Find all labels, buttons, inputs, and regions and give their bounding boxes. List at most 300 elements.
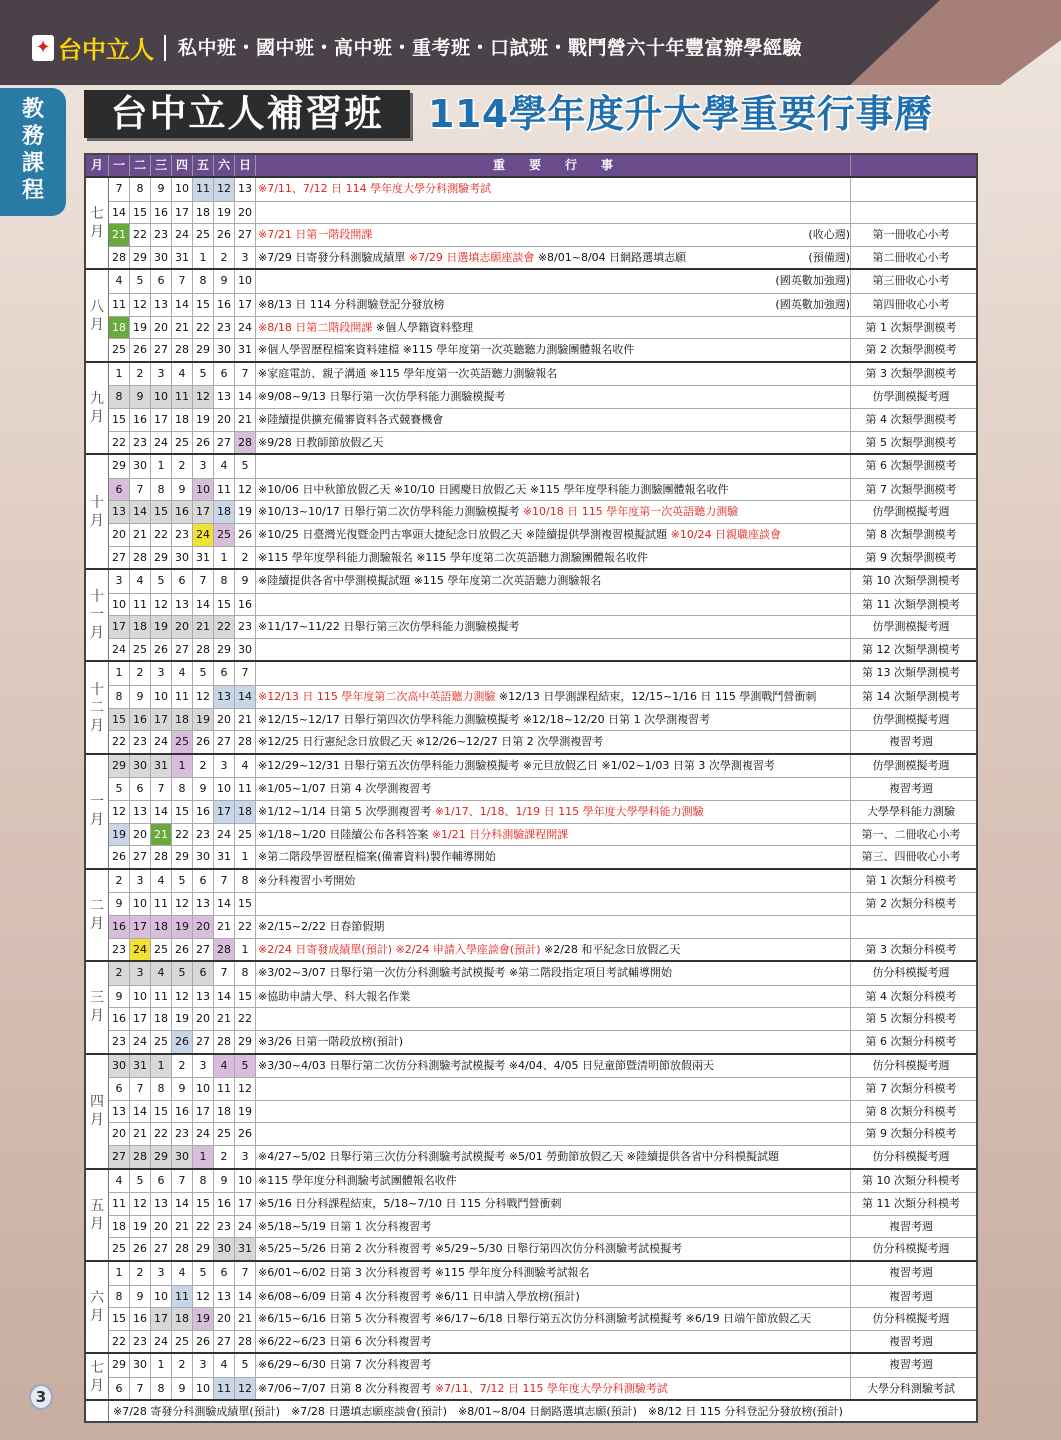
day-cell: 13: [193, 893, 214, 915]
month-char: 一: [90, 794, 104, 811]
day-cell: 3: [193, 455, 214, 478]
day-cell: 16: [214, 1193, 235, 1215]
month-label: [86, 1055, 109, 1168]
event-cell: [256, 178, 851, 201]
day-cell: 7: [214, 962, 235, 985]
table-header: [86, 155, 976, 176]
day-cell: 4: [214, 1354, 235, 1377]
day-cell: 10: [193, 479, 214, 501]
day-cell: 12: [193, 1286, 214, 1308]
exam-note: 第三冊收心小考: [872, 274, 950, 288]
event-text: [258, 1354, 431, 1377]
event-cell: [256, 1008, 851, 1030]
event-cell: [256, 939, 851, 961]
footer-note: ※7/28 寄發分科測驗成績單(預計) ※7/28 日選填志願座談會(預計) ※8/01~8/04 日網路選填志願(預計) ※8/12 日 115 分科登記分發放榜(預計): [113, 1405, 843, 1419]
event-item: ※5/25~5/26 日第 2 次分科複習考 ※5/29~5/30 日舉行第四次仿分科測驗考試模擬考: [258, 1242, 683, 1256]
day-cell: 10: [151, 686, 172, 708]
exam-note: 第 7 次類學測模考: [865, 482, 957, 496]
day-cell: 27: [193, 1031, 214, 1053]
day-cell: 28: [235, 731, 256, 753]
day-cell: 30: [235, 639, 256, 661]
exam-note: 複習考週: [889, 735, 933, 749]
day-cell: 28: [235, 1331, 256, 1353]
day-cell: 18: [214, 1101, 235, 1123]
event-item: ※陸續提供各省中學測模擬試題 ※115 學年度第二次英語聽力測驗報名: [258, 574, 602, 588]
event-highlight: ※7/21 日第一階段開課: [258, 228, 373, 242]
week-rows: [109, 178, 976, 268]
month-char: 月: [90, 812, 104, 829]
day-cell: 17: [130, 916, 151, 938]
event-cell: [256, 1146, 851, 1168]
day-cell: 19: [193, 709, 214, 731]
day-cell: 7: [109, 178, 130, 201]
week-row: [109, 201, 976, 224]
week-row: [109, 1077, 976, 1100]
event-text: [258, 870, 355, 893]
day-cell: 27: [235, 224, 256, 246]
day-cell: 14: [214, 986, 235, 1008]
day-cell: 11: [214, 1078, 235, 1100]
event-cell: [256, 916, 851, 938]
exam-note: 第 11 次類學測模考: [862, 597, 960, 611]
month-char: 月: [90, 916, 104, 932]
day-cell: 10: [235, 1170, 256, 1193]
day-cell: 31: [172, 247, 193, 269]
day-cell: 12: [130, 1193, 151, 1215]
month-char: 七: [90, 206, 104, 223]
day-cell: 20: [214, 1308, 235, 1330]
exam-note: 第 11 次類分科模考: [862, 1197, 960, 1211]
day-cell: 18: [172, 1308, 193, 1330]
day-cell: 14: [235, 686, 256, 708]
event-cell: [256, 709, 851, 731]
day-cell: 26: [172, 1031, 193, 1053]
day-cell: 26: [109, 846, 130, 868]
day-cell: 19: [172, 1008, 193, 1030]
day-cell: 20: [214, 709, 235, 731]
day-cell: 15: [109, 1308, 130, 1330]
day-cell: 20: [151, 1216, 172, 1238]
month-block: [86, 660, 976, 752]
day-cell: 20: [109, 1123, 130, 1145]
day-cell: 20: [193, 1008, 214, 1030]
exam-note: 第 8 次類分科模考: [865, 1104, 957, 1118]
event-cell: [256, 824, 851, 846]
day-cell: 25: [109, 1238, 130, 1260]
day-cell: 16: [130, 409, 151, 431]
slogan: 私中班・國中班・高中班・重考班・口試班・戰鬥營六十年豐富辦學經驗: [178, 37, 803, 59]
week-label: (收心週): [808, 228, 850, 242]
day-cell: 25: [151, 939, 172, 961]
day-cell: 13: [151, 294, 172, 316]
day-cell: 14: [235, 386, 256, 408]
week-row: [109, 755, 976, 778]
day-cell: 8: [151, 1378, 172, 1400]
week-row: [109, 685, 976, 708]
day-cell: 4: [130, 570, 151, 593]
week-rows: [109, 1170, 976, 1260]
event-item: ※6/29~6/30 日第 7 次分科複習考: [258, 1358, 432, 1372]
event-text: [258, 1331, 431, 1353]
day-cell: 22: [172, 824, 193, 846]
month-label: [86, 570, 109, 660]
day-cell: 2: [214, 1146, 235, 1168]
day-cell: 24: [151, 432, 172, 454]
event-item: ※11/17~11/22 日舉行第三次仿學科能力測驗模擬考: [258, 620, 520, 634]
day-cell: 5: [235, 455, 256, 478]
day-cell: 22: [109, 1331, 130, 1353]
month-block: [86, 568, 976, 660]
month-char: 月: [90, 224, 104, 241]
day-cell: 16: [235, 594, 256, 616]
day-cell: 7: [235, 662, 256, 685]
week-row: [109, 455, 976, 478]
event-item: ※5/18~5/19 日第 1 次分科複習考: [258, 1219, 432, 1233]
event-text: [258, 479, 729, 501]
day-cell: 21: [172, 317, 193, 339]
day-cell: 19: [193, 1308, 214, 1330]
event-text: [258, 501, 738, 523]
exam-note: 仿分科模擬考週: [872, 1242, 950, 1256]
day-cell: 12: [193, 386, 214, 408]
day-cell: 26: [214, 224, 235, 246]
event-cell: [256, 662, 851, 685]
col-header-month: 月: [86, 155, 109, 176]
day-cell: 23: [193, 824, 214, 846]
day-cell: 10: [109, 594, 130, 616]
day-cell: 13: [130, 801, 151, 823]
day-cell: 18: [235, 801, 256, 823]
week-row: [109, 270, 976, 293]
day-cell: 5: [193, 363, 214, 386]
exam-note: 大學學科能力測驗: [867, 805, 955, 819]
day-cell: 9: [214, 270, 235, 293]
day-cell: 11: [172, 686, 193, 708]
day-cell: 28: [214, 1031, 235, 1053]
day-cell: 11: [151, 986, 172, 1008]
month-char: 十: [90, 589, 104, 606]
event-item: ※6/01~6/02 日第 3 次分科複習考 ※115 學年度分科測驗考試報名: [258, 1265, 590, 1279]
logo-divider: [164, 35, 166, 61]
day-cell: 22: [151, 524, 172, 546]
day-cell: 10: [172, 178, 193, 201]
week-rows: [109, 363, 976, 453]
day-cell: 27: [109, 547, 130, 569]
day-cell: 14: [151, 801, 172, 823]
exam-note: 仿分科模擬考週: [872, 966, 950, 980]
day-cell: 1: [109, 363, 130, 386]
event-text: [258, 939, 680, 961]
day-cell: 9: [172, 1378, 193, 1400]
week-row: [109, 938, 976, 961]
day-cell: 1: [214, 547, 235, 569]
exam-note: 複習考週: [889, 1334, 933, 1348]
exam-note: 第 1 次類分科模考: [865, 873, 957, 887]
day-cell: 11: [151, 893, 172, 915]
week-row: [109, 1122, 976, 1145]
day-cell: 21: [214, 1008, 235, 1030]
calendar-table: [84, 153, 978, 1423]
day-cell: 29: [151, 1146, 172, 1168]
event-highlight: ※1/21 日分科測驗課程開課: [431, 827, 569, 841]
day-cell: 2: [130, 1262, 151, 1285]
event-item: ※12/15~12/17 日舉行第四次仿學科能力測驗模擬考 ※12/18~12/20 日第 1 次學測複習考: [258, 712, 711, 726]
col-header-sun: 日: [235, 155, 256, 176]
day-cell: 14: [172, 1193, 193, 1215]
day-cell: 19: [130, 317, 151, 339]
week-row: [109, 638, 976, 661]
col-header-events: 重 要 行 事: [256, 155, 851, 176]
day-cell: 7: [193, 570, 214, 593]
day-cell: 22: [235, 916, 256, 938]
week-rows: [109, 1055, 976, 1168]
day-cell: 15: [214, 594, 235, 616]
event-highlight: ※10/24 日親職座談會: [670, 527, 782, 541]
day-cell: 23: [214, 317, 235, 339]
day-cell: 26: [193, 1331, 214, 1353]
exam-note: 仿分科模擬考週: [872, 1149, 950, 1163]
event-cell: [256, 801, 851, 823]
month-block: [86, 1260, 976, 1352]
exam-note: 複習考週: [889, 1219, 933, 1233]
exam-note: 第 3 次類學測模考: [865, 366, 957, 380]
day-cell: 5: [109, 778, 130, 800]
day-cell: 22: [151, 1123, 172, 1145]
day-cell: 29: [109, 455, 130, 478]
month-label: [86, 1354, 109, 1399]
day-cell: 16: [214, 294, 235, 316]
day-cell: 1: [193, 1146, 214, 1168]
event-cell: [256, 247, 851, 269]
week-row: [109, 363, 976, 386]
day-cell: 26: [130, 1238, 151, 1260]
month-label: [86, 178, 109, 268]
month-char: 三: [90, 990, 104, 1007]
day-cell: 30: [172, 547, 193, 569]
week-row: [109, 662, 976, 685]
event-item: ※家庭電訪、親子溝通 ※115 學年度第一次英語聽力測驗報名: [258, 366, 558, 380]
exam-note: 複習考週: [889, 782, 933, 796]
day-cell: 9: [130, 1286, 151, 1308]
event-text: [258, 317, 473, 339]
exam-note: 第 5 次類分科模考: [865, 1012, 957, 1026]
event-cell: [256, 1238, 851, 1260]
day-cell: 12: [172, 986, 193, 1008]
event-cell: [256, 224, 851, 246]
month-block: [86, 1352, 976, 1399]
day-cell: 27: [109, 1146, 130, 1168]
day-cell: 31: [214, 846, 235, 868]
day-cell: 26: [172, 939, 193, 961]
day-cell: 17: [151, 709, 172, 731]
day-cell: 12: [172, 893, 193, 915]
day-cell: 16: [130, 709, 151, 731]
day-cell: 17: [151, 1308, 172, 1330]
event-item: ※2/28 和平紀念日放假乙天: [544, 942, 681, 956]
day-cell: 19: [151, 616, 172, 638]
day-cell: 23: [130, 1331, 151, 1353]
event-item: ※協助申請大學、科大報名作業: [258, 989, 411, 1003]
day-cell: 20: [193, 916, 214, 938]
exam-note: [851, 916, 971, 938]
week-row: [109, 570, 976, 593]
day-cell: 7: [130, 1378, 151, 1400]
exam-note: 複習考週: [889, 1289, 933, 1303]
event-item: ※7/06~7/07 日第 8 次分科複習考: [258, 1381, 435, 1395]
month-block: [86, 1053, 976, 1168]
day-cell: 23: [130, 731, 151, 753]
day-cell: 26: [235, 1123, 256, 1145]
event-text: [258, 778, 431, 800]
event-text: [258, 755, 775, 778]
day-cell: 19: [214, 202, 235, 224]
month-char: 月: [90, 1308, 104, 1325]
day-cell: 2: [235, 547, 256, 569]
day-cell: 22: [235, 1008, 256, 1030]
month-char: 月: [90, 408, 104, 425]
day-cell: 4: [151, 870, 172, 893]
event-item: ※3/26 日第一階段放榜(預計): [258, 1034, 403, 1048]
event-cell: [256, 986, 851, 1008]
day-cell: 17: [193, 1101, 214, 1123]
exam-note: [851, 202, 971, 224]
day-cell: 17: [235, 294, 256, 316]
day-cell: 15: [193, 1193, 214, 1215]
day-cell: 3: [109, 570, 130, 593]
day-cell: 2: [214, 247, 235, 269]
day-cell: 23: [109, 939, 130, 961]
day-cell: 8: [193, 1170, 214, 1193]
event-cell: [256, 1286, 851, 1308]
day-cell: 18: [151, 916, 172, 938]
day-cell: 20: [214, 409, 235, 431]
event-text: [258, 846, 496, 868]
day-cell: 28: [151, 846, 172, 868]
exam-note: 第四冊收心小考: [872, 297, 950, 311]
day-cell: 21: [130, 1123, 151, 1145]
event-cell: [256, 1331, 851, 1353]
event-cell: [256, 455, 851, 478]
week-row: [109, 316, 976, 339]
day-cell: 13: [214, 386, 235, 408]
day-cell: 4: [109, 1170, 130, 1193]
day-cell: 10: [151, 386, 172, 408]
month-block: [86, 453, 976, 568]
event-cell: [256, 893, 851, 915]
logo-mark-icon: ✦: [32, 35, 54, 61]
day-cell: 12: [235, 1378, 256, 1400]
month-block: [86, 268, 976, 360]
day-cell: 21: [151, 824, 172, 846]
day-cell: 27: [172, 639, 193, 661]
day-cell: 13: [193, 986, 214, 1008]
event-text: [258, 1262, 590, 1285]
day-cell: 4: [172, 662, 193, 685]
day-cell: 2: [130, 363, 151, 386]
event-text: [258, 824, 568, 846]
day-cell: 6: [214, 662, 235, 685]
week-row: [109, 1330, 976, 1353]
week-row: [109, 800, 976, 823]
day-cell: 17: [235, 1193, 256, 1215]
day-cell: 29: [193, 339, 214, 361]
day-cell: 8: [235, 870, 256, 893]
top-banner: [0, 0, 1061, 85]
day-cell: 17: [172, 202, 193, 224]
side-tab: [0, 88, 66, 216]
week-row: [109, 870, 976, 893]
day-cell: 3: [151, 363, 172, 386]
day-cell: 6: [109, 1078, 130, 1100]
day-cell: 21: [172, 1216, 193, 1238]
day-cell: 30: [214, 1238, 235, 1260]
day-cell: 31: [193, 547, 214, 569]
day-cell: 17: [214, 801, 235, 823]
event-item: ※陸續提供擴充備審資料各式競賽機會: [258, 412, 444, 426]
day-cell: 5: [130, 1170, 151, 1193]
day-cell: 14: [172, 294, 193, 316]
month-char: 月: [90, 1215, 104, 1232]
event-item: ※12/13 日學測課程結束，12/15~1/16 日 115 學測戰鬥營衝刺: [498, 690, 817, 704]
event-text: [258, 686, 816, 708]
day-cell: 21: [235, 709, 256, 731]
event-item: ※8/13 日 114 分科測驗登記分發放榜: [258, 297, 445, 311]
exam-note: 第 14 次類學測模考: [862, 690, 960, 704]
day-cell: 31: [151, 755, 172, 778]
day-cell: 9: [151, 178, 172, 201]
event-cell: [256, 363, 851, 386]
week-row: [109, 593, 976, 616]
week-label: (國英數加強週): [775, 274, 850, 288]
exam-note: 第 4 次類分科模考: [865, 989, 957, 1003]
col-header-mon: 一: [109, 155, 130, 176]
day-cell: 29: [151, 547, 172, 569]
side-tab-char: 程: [21, 178, 44, 203]
exam-note: 第 10 次類分科模考: [862, 1173, 960, 1187]
month-label: [86, 962, 109, 1052]
day-cell: 24: [235, 317, 256, 339]
page-title: 台中立人補習班: [84, 90, 410, 138]
day-cell: 13: [109, 501, 130, 523]
exam-note: 第 10 次類學測模考: [862, 574, 960, 588]
event-text: [258, 962, 672, 985]
month-block: [86, 753, 976, 868]
exam-note: 第 6 次類學測模考: [865, 459, 957, 473]
day-cell: 29: [130, 247, 151, 269]
month-char: 月: [90, 1377, 104, 1394]
day-cell: 20: [235, 202, 256, 224]
event-cell: [256, 501, 851, 523]
day-cell: 26: [151, 639, 172, 661]
month-char: 二: [90, 898, 104, 914]
day-cell: 21: [130, 524, 151, 546]
month-char: 一: [90, 607, 104, 624]
day-cell: 6: [172, 570, 193, 593]
day-cell: 13: [214, 1286, 235, 1308]
day-cell: 4: [214, 455, 235, 478]
day-cell: 15: [109, 709, 130, 731]
event-item: ※3/30~4/03 日舉行第二次仿分科測驗考試模擬考 ※4/04、4/05 日兒童節暨清明節放假兩天: [258, 1058, 714, 1072]
day-cell: 24: [214, 824, 235, 846]
day-cell: 11: [130, 594, 151, 616]
event-item: ※分科複習小考開始: [258, 873, 356, 887]
side-tab-char: 課: [21, 151, 44, 176]
day-cell: 18: [130, 616, 151, 638]
month-label: [86, 755, 109, 868]
event-item: ※10/25 日臺灣光復暨金門古寧頭大捷紀念日放假乙天 ※陸續提供學測複習模擬試題: [258, 527, 671, 541]
day-cell: 23: [109, 1031, 130, 1053]
day-cell: 23: [130, 432, 151, 454]
